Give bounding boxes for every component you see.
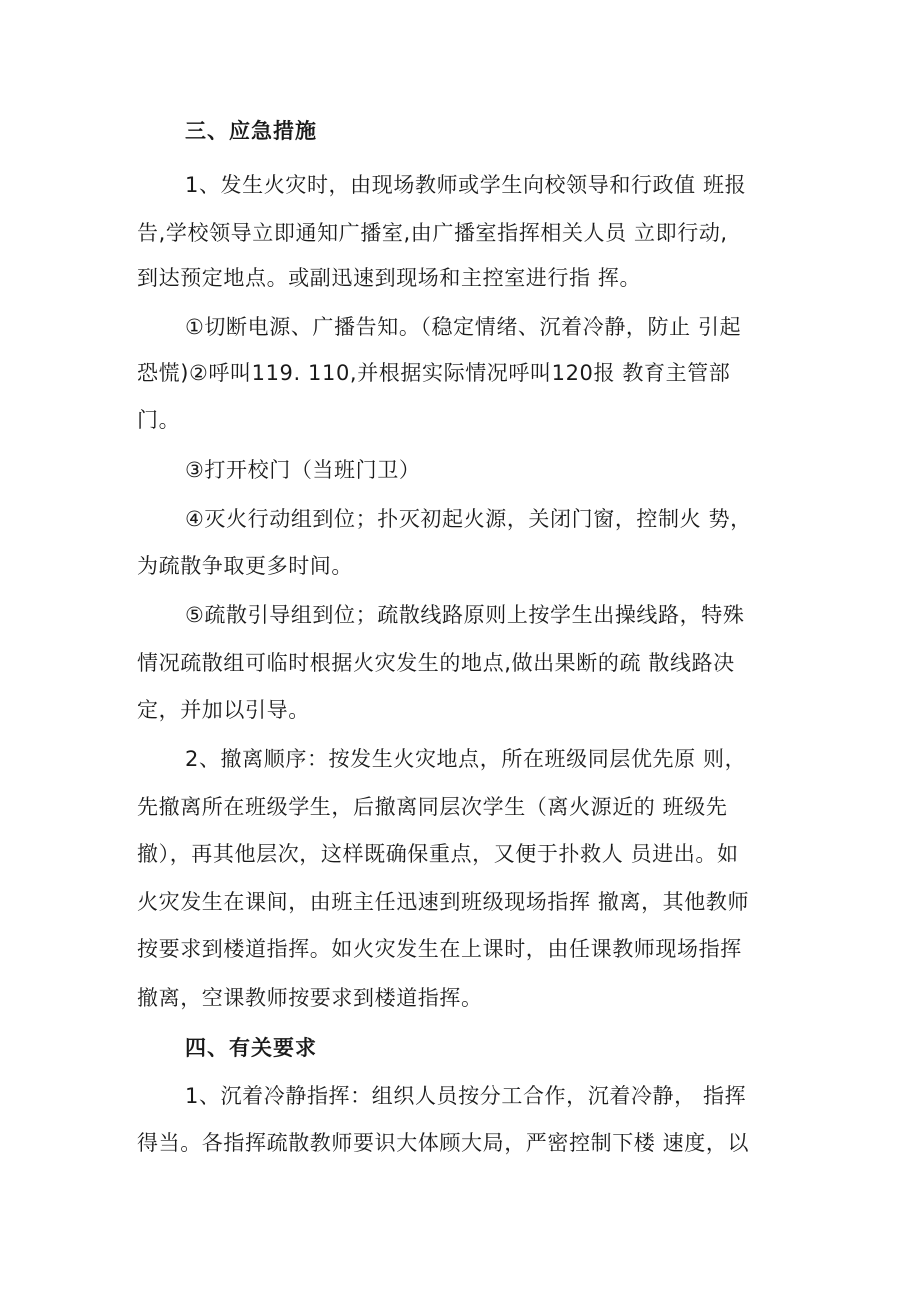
paragraph-line: 告,学校领导立即通知广播室,由广播室指挥相关人员 立即行动, [137, 221, 728, 245]
section-3-heading: 三、应急措施 [185, 119, 317, 143]
paragraph-line: ③打开校门（当班门卫） [185, 458, 421, 482]
paragraph-line: 恐慌)②呼叫119. 110,并根据实际情况呼叫120报 教育主管部 [137, 361, 731, 385]
paragraph-line: 情况疏散组可临时根据火灾发生的地点,做出果断的疏 散线路决 [137, 651, 735, 675]
paragraph-line: 撤），再其他层次，这样既确保重点，又便于扑救人 员进出。如 [137, 842, 739, 866]
paragraph-line: 按要求到楼道指挥。如火灾发生在上课时，由任课教师现场指挥 [137, 937, 742, 961]
paragraph-line: 先撤离所在班级学生，后撤离同层次学生（离火源近的 班级先 [137, 795, 728, 819]
paragraph-line: 1、沉着冷静指挥：组织人员按分工合作，沉着冷静， 指挥 [185, 1084, 747, 1108]
paragraph-line: 得当。各指挥疏散教师要识大体顾大局，严密控制下楼 速度，以 [137, 1131, 750, 1155]
paragraph-line: 门。 [137, 408, 181, 432]
paragraph-line: 定，并加以引导。 [137, 698, 310, 722]
paragraph-line: 火灾发生在课间，由班主任迅速到班级现场指挥 撤离，其他教师 [137, 890, 750, 914]
paragraph-line: ①切断电源、广播告知。（稳定情绪、沉着冷静，防止 引起 [185, 315, 742, 339]
paragraph-line: 1、发生火灾时，由现场教师或学生向校领导和行政值 班报 [185, 173, 747, 197]
paragraph-line: 到达预定地点。或副迅速到现场和主控室进行指 挥。 [137, 266, 642, 290]
paragraph-line: ④灭火行动组到位；扑灭初起火源，关闭门窗，控制火 势， [185, 507, 752, 531]
paragraph-line: ⑤疏散引导组到位；疏散线路原则上按学生出操线路，特殊 [185, 603, 745, 627]
paragraph-line: 撤离，空课教师按要求到楼道指挥。 [137, 986, 483, 1010]
paragraph-line: 2、撤离顺序：按发生火灾地点，所在班级同层优先原 则， [185, 747, 747, 771]
paragraph-line: 为疏散争取更多时间。 [137, 554, 353, 578]
section-4-heading: 四、有关要求 [185, 1036, 317, 1060]
